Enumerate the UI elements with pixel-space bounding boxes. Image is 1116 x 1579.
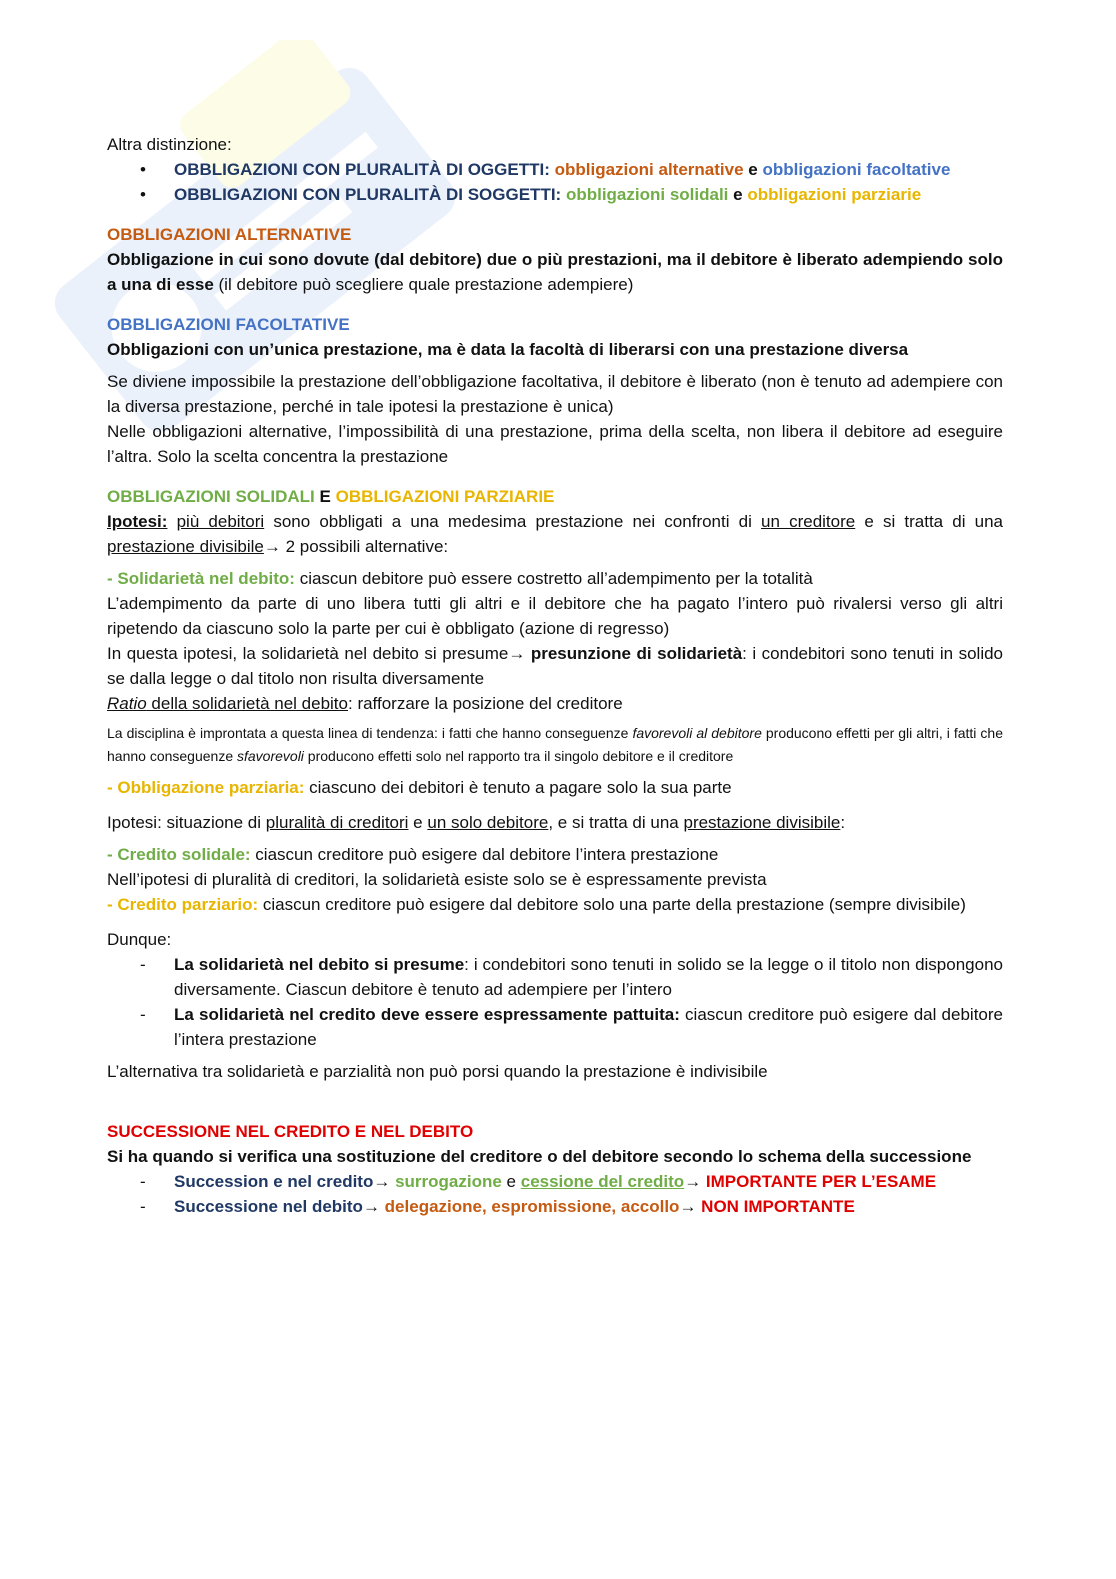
bullet-icon: • bbox=[140, 185, 146, 204]
document-page bbox=[107, 132, 1003, 1219]
alternative-definition: Obbligazione in cui sono dovute (dal debitore) due o più prestazioni, ma il debitore è liberato adempiendo solo a una di esse (il debitore può scegliere quale prestazione adempiere) bbox=[107, 250, 1003, 294]
section-title-facoltative: OBBLIGAZIONI FACOLTATIVE bbox=[107, 315, 350, 334]
paragraph: Nelle obbligazioni alternative, l’impossibilità di una prestazione, prima della scelta, non libera il debitore ad eseguire l’altra. Solo la scelta concentra la prestazione bbox=[107, 422, 1003, 466]
dunque-label: Dunque: bbox=[107, 930, 172, 949]
arrow-right-icon: → bbox=[684, 1172, 702, 1191]
dash-icon: - bbox=[140, 1005, 146, 1024]
paragraph: L’alternativa tra solidarietà e parzialità non può porsi quando la prestazione è indivisibile bbox=[107, 1062, 768, 1081]
obbligazione-parziaria: - Obbligazione parziaria: ciascuno dei debitori è tenuto a pagare solo la sua parte bbox=[107, 778, 732, 797]
credito-parziario: - Credito parziario: ciascun creditore può esigere dal debitore solo una parte della prestazione (sempre divisibile) bbox=[107, 895, 966, 914]
successione-list bbox=[107, 1169, 1003, 1219]
arrow-right-icon: → bbox=[263, 537, 281, 556]
paragraph: Nell’ipotesi di pluralità di creditori, la solidarietà esiste solo se è espressamente prevista bbox=[107, 870, 767, 889]
list-item: - Successione nel debito→ delegazione, espromissione, accollo→ NON IMPORTANTE bbox=[107, 1194, 1003, 1219]
paragraph: L’adempimento da parte di uno libera tutti gli altri e il debitore che ha pagato l’intero può rivalersi verso gli altri ripetendo da ciascuno solo la parte per cui è obbligato (azione di regresso) bbox=[107, 594, 1003, 638]
ipotesi-creditori: Ipotesi: situazione di pluralità di creditori e un solo debitore, e si tratta di una prestazione divisibile: bbox=[107, 813, 846, 832]
arrow-right-icon: → bbox=[373, 1172, 391, 1191]
list-item: - La solidarietà nel credito deve essere espressamente pattuita: ciascun creditore può esigere dal debitore l’intera prestazione bbox=[107, 1002, 1003, 1052]
credito-solidale: - Credito solidale: ciascun creditore può esigere dal debitore l’intera prestazione bbox=[107, 845, 719, 864]
section-title-solidali: OBBLIGAZIONI SOLIDALI E OBBLIGAZIONI PARZIARIE bbox=[107, 487, 555, 506]
dash-icon: - bbox=[140, 1172, 146, 1191]
presunzione-paragraph: In questa ipotesi, la solidarietà nel debito si presume→ presunzione di solidarietà: i condebitori sono tenuti in solido se dalla legge o dal titolo non risulta diversamente bbox=[107, 644, 1004, 688]
section-title-successione: SUCCESSIONE NEL CREDITO E NEL DEBITO bbox=[107, 1122, 474, 1141]
ipotesi-debitori: Ipotesi: più debitori sono obbligati a una medesima prestazione nei confronti di un creditore e si tratta di una prestazione divisibile→ 2 possibili alternative: bbox=[107, 512, 1003, 556]
ratio-paragraph: Ratio della solidarietà nel debito: rafforzare la posizione del creditore bbox=[107, 694, 623, 713]
list-item: • OBBLIGAZIONI CON PLURALITÀ DI OGGETTI: obbligazioni alternative e obbligazioni facoltative bbox=[107, 157, 1003, 182]
solidarieta-debito: - Solidarietà nel debito: ciascun debitore può essere costretto all’adempimento per la totalità bbox=[107, 569, 813, 588]
dunque-list bbox=[107, 952, 1003, 1052]
intro-label: Altra distinzione: bbox=[107, 135, 232, 154]
intro-list bbox=[107, 157, 1003, 207]
list-item: • OBBLIGAZIONI CON PLURALITÀ DI SOGGETTI: obbligazioni solidali e obbligazioni parziarie bbox=[107, 182, 1003, 207]
dash-icon: - bbox=[140, 1197, 146, 1216]
arrow-right-icon: → bbox=[508, 644, 526, 663]
dash-icon: - bbox=[140, 955, 146, 974]
successione-definition: Si ha quando si verifica una sostituzione del creditore o del debitore secondo lo schema della successione bbox=[107, 1147, 972, 1166]
section-title-alternative: OBBLIGAZIONI ALTERNATIVE bbox=[107, 225, 352, 244]
list-item: - Succession e nel credito→ surrogazione e cessione del credito→ IMPORTANTE PER L’ESAME bbox=[107, 1169, 1003, 1194]
paragraph: Se diviene impossibile la prestazione dell’obbligazione facoltativa, il debitore è liberato (non è tenuto ad adempiere con la diversa prestazione, perché in tale ipotesi la prestazione è unica) bbox=[107, 372, 1003, 416]
bullet-icon: • bbox=[140, 160, 146, 179]
facoltative-definition: Obbligazioni con un’unica prestazione, ma è data la facoltà di liberarsi con una prestazione diversa bbox=[107, 340, 909, 359]
small-note: La disciplina è improntata a questa linea di tendenza: i fatti che hanno conseguenze favorevoli al debitore producono effetti per gli altri, i fatti che hanno conseguenze sfavorevoli producono effetti solo nel rapporto tra il singolo debitore e il creditore bbox=[107, 725, 1003, 764]
arrow-right-icon: → bbox=[362, 1197, 380, 1216]
list-item: - La solidarietà nel debito si presume: i condebitori sono tenuti in solido se la legge o il titolo non dispongono diversamente. Ciascun debitore è tenuto ad adempiere per l’intero bbox=[107, 952, 1003, 1002]
arrow-right-icon: → bbox=[679, 1197, 697, 1216]
